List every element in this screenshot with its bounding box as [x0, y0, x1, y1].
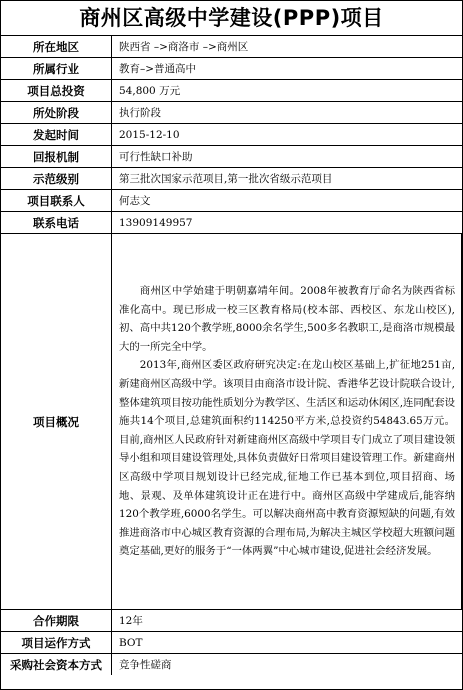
project-info-table	[1, 36, 462, 675]
row-label: 联系电话	[1, 212, 112, 234]
row-value: 第三批次国家示范项目,第一批次省级示范项目	[112, 168, 462, 190]
row-value: 陕西省 –>商洛市 –>商州区	[112, 36, 462, 58]
table-row-operation-mode	[1, 632, 462, 654]
row-value: 可行性缺口补助	[112, 146, 462, 168]
row-label: 项目概况	[1, 234, 112, 610]
row-label: 项目联系人	[1, 190, 112, 212]
table-row-return-mechanism	[1, 146, 462, 168]
overview-text	[112, 234, 462, 610]
row-value: 何志文	[112, 190, 462, 212]
row-label: 示范级别	[1, 168, 112, 190]
row-label: 所属行业	[1, 58, 112, 80]
table-row-industry	[1, 58, 462, 80]
table-row-contact-person	[1, 190, 462, 212]
row-label: 合作期限	[1, 610, 112, 632]
table-row-region	[1, 36, 462, 58]
row-value: 2015-12-10	[112, 124, 462, 146]
row-value: 教育–>普通高中	[112, 58, 462, 80]
row-label: 采购社会资本方式	[1, 654, 112, 676]
row-value: 13909149957	[112, 212, 462, 234]
overview-paragraph: 商州区中学始建于明朝嘉靖年间。2008年被教育厅命名为陕西省标准化高中。现已形成一校三区教育格局(校本部、西校区、东龙山校区),初、高中共120个教学班,8000余名学生,500多名教职工,是商洛市规模最大的一所完全中学。	[119, 285, 455, 353]
row-value: 竞争性磋商	[112, 654, 462, 676]
row-value: BOT	[112, 632, 462, 654]
page-title: 商州区高级中学建设(PPP)项目	[1, 1, 462, 36]
table-row-total-investment	[1, 80, 462, 102]
row-value: 12年	[112, 610, 462, 632]
row-label: 项目运作方式	[1, 632, 112, 654]
table-row-cooperation-term	[1, 610, 462, 632]
table-row-overview	[1, 234, 462, 610]
table-row-start-date	[1, 124, 462, 146]
row-value: 54,800 万元	[112, 80, 462, 102]
row-value: 执行阶段	[112, 102, 462, 124]
table-row-stage	[1, 102, 462, 124]
row-label: 所处阶段	[1, 102, 112, 124]
table-row-demo-level	[1, 168, 462, 190]
row-label: 所在地区	[1, 36, 112, 58]
table-row-procurement-method	[1, 654, 462, 676]
row-label: 回报机制	[1, 146, 112, 168]
table-row-contact-phone	[1, 212, 462, 234]
row-label: 项目总投资	[1, 80, 112, 102]
overview-paragraph: 2013年,商州区委区政府研究决定:在龙山校区基础上,扩征地251亩,新建商州区高级中学。该项目由商洛市设计院、香港华艺设计院联合设计,整体建筑项目按功能性质划分为教学区、生活区和运动休闲区,连同配套设施共14个项目,总建筑面积约114250平方米,总投资约54843.65万元。目前,商州区人民政府针对新建商州区高级中学项目专门成立了项目建设领导小组和项目建设管理处,具体负责做好日常项目建设管理工作。新建商州区高级中学项目规划设计已经完成,征地工作已基本到位,项目招商、场地、景观、及单体建筑设计正在进行中。商州区高级中学建成后,能容纳120个教学班,6000名学生。可以解决商州高中教育资源短缺的问题,有效推进商洛市中心城区教育资源的合理布局,为解决主城区学校超大班额问题奠定基础,更好的服务于“一体两翼”中心城市建设,促进社会经济发展。	[119, 359, 455, 558]
row-label: 发起时间	[1, 124, 112, 146]
